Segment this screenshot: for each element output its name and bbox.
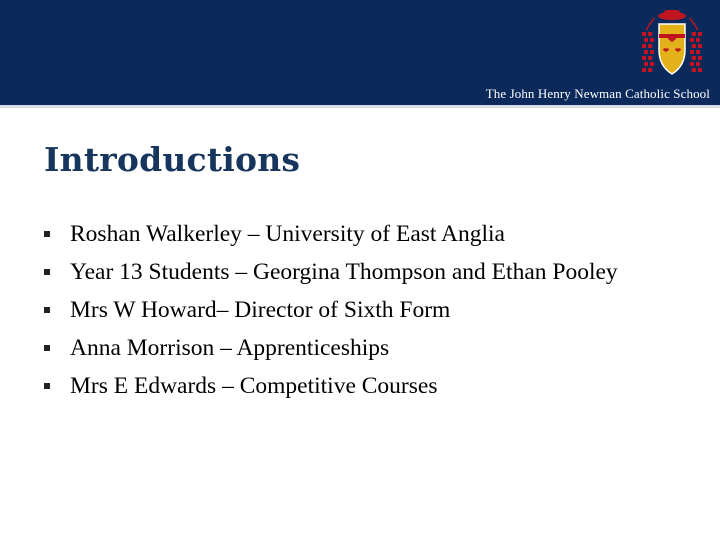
square-bullet-icon <box>44 269 50 275</box>
bullet-text: Mrs E Edwards – Competitive Courses <box>70 373 438 399</box>
bullet-list <box>44 220 684 410</box>
bullet-text: Mrs W Howard– Director of Sixth Form <box>70 297 451 323</box>
bullet-item <box>44 258 684 286</box>
square-bullet-icon <box>44 383 50 389</box>
bullet-item <box>44 296 684 324</box>
school-crest-icon <box>640 6 704 80</box>
bullet-text: Anna Morrison – Apprenticeships <box>70 335 390 361</box>
bullet-item <box>44 220 684 248</box>
bullet-item <box>44 372 684 400</box>
square-bullet-icon <box>44 307 50 313</box>
header-band <box>0 0 720 105</box>
header-divider <box>0 105 720 108</box>
school-name: The John Henry Newman Catholic School <box>485 86 710 101</box>
bullet-item <box>44 334 684 362</box>
bullet-text: Year 13 Students – Georgina Thompson and Ethan Pooley <box>70 259 618 285</box>
bullet-text: Roshan Walkerley – University of East Anglia <box>70 221 505 247</box>
square-bullet-icon <box>44 231 50 237</box>
slide-title: Introductions <box>44 140 301 179</box>
square-bullet-icon <box>44 345 50 351</box>
